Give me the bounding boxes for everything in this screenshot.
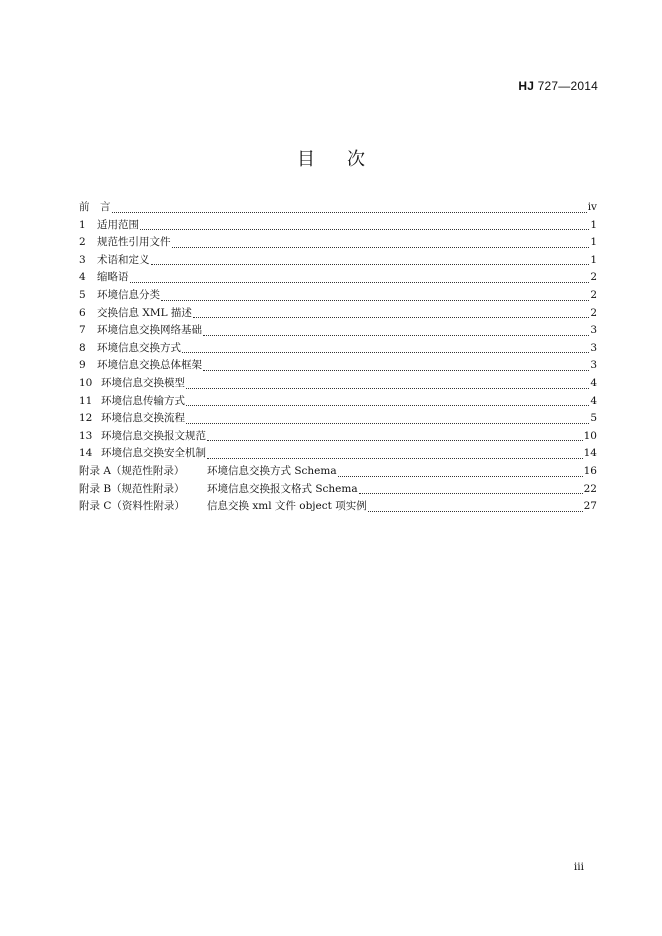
toc-page-number: 4 xyxy=(590,394,597,407)
toc-section-number: 14 xyxy=(79,447,93,460)
toc-dot-leader xyxy=(359,492,583,494)
toc-dot-leader xyxy=(338,475,583,477)
standard-number: 727—2014 xyxy=(534,79,598,93)
toc-dot-leader xyxy=(182,351,589,353)
toc-dot-leader xyxy=(203,369,589,371)
toc-label: 环境信息交换流程 xyxy=(101,412,185,425)
toc-page-number: 5 xyxy=(590,412,597,425)
toc-section-number: 11 xyxy=(79,394,93,407)
toc-entry-7[interactable] xyxy=(79,322,597,340)
toc-dot-leader xyxy=(112,211,587,213)
toc-page-number: 2 xyxy=(590,288,597,301)
toc-dot-leader xyxy=(207,439,583,441)
toc-dot-leader xyxy=(193,316,589,318)
toc-page-number: 10 xyxy=(583,429,597,442)
toc-entry-5[interactable] xyxy=(79,287,597,305)
toc-entry-appendix-c[interactable] xyxy=(79,498,597,516)
toc-dot-leader xyxy=(203,334,589,336)
toc-page-number: iv xyxy=(587,201,597,213)
toc-section-number: 3 xyxy=(79,253,86,266)
toc-entry-10[interactable] xyxy=(79,375,597,393)
toc-section-number: 10 xyxy=(79,376,93,389)
toc-appendix-label: 附录 C（资料性附录） xyxy=(79,500,185,513)
toc-label: 术语和定义 xyxy=(97,253,150,266)
toc-label: 环境信息交换报文格式 Schema xyxy=(207,482,358,495)
toc-dot-leader xyxy=(186,404,589,406)
toc-entry-6[interactable] xyxy=(79,305,597,323)
toc-label: 信息交换 xml 文件 object 项实例 xyxy=(207,500,367,513)
toc-appendix-label: 附录 A（规范性附录） xyxy=(79,464,185,477)
toc-label: 环境信息交换方式 xyxy=(97,341,181,354)
toc-dot-leader xyxy=(140,228,589,230)
toc-page-number: 2 xyxy=(590,306,597,319)
standard-code xyxy=(518,79,598,93)
toc-label: 环境信息交换总体框架 xyxy=(97,359,202,372)
toc-entry-foreword[interactable] xyxy=(79,199,597,217)
toc-entry-3[interactable] xyxy=(79,252,597,270)
toc-dot-leader xyxy=(161,299,589,301)
toc-label: 环境信息交换方式 Schema xyxy=(207,464,337,477)
toc-appendix-label: 附录 B（规范性附录） xyxy=(79,482,185,495)
toc-entry-4[interactable] xyxy=(79,269,597,287)
toc-entry-11[interactable] xyxy=(79,393,597,411)
toc-label: 适用范围 xyxy=(97,218,139,231)
toc-page-number: 22 xyxy=(583,482,597,495)
toc-entry-9[interactable] xyxy=(79,357,597,375)
toc-page-number: 14 xyxy=(583,447,597,460)
toc-entry-appendix-b[interactable] xyxy=(79,481,597,499)
toc-entry-2[interactable] xyxy=(79,234,597,252)
page-number: iii xyxy=(573,861,584,873)
toc-label: 环境信息分类 xyxy=(97,288,160,301)
toc-page-number: 3 xyxy=(590,359,597,372)
toc-label: 缩略语 xyxy=(97,271,129,284)
toc-section-number: 7 xyxy=(79,324,86,337)
toc-entry-14[interactable] xyxy=(79,445,597,463)
toc-page-number: 3 xyxy=(590,341,597,354)
toc-label: 环境信息交换安全机制 xyxy=(101,447,206,460)
toc-dot-leader xyxy=(186,387,589,389)
page-title: 目次 xyxy=(297,149,397,170)
toc-dot-leader xyxy=(130,281,590,283)
toc-entry-13[interactable] xyxy=(79,428,597,446)
toc-dot-leader xyxy=(207,457,583,459)
toc-dot-leader xyxy=(368,510,583,512)
toc-entry-appendix-a[interactable] xyxy=(79,463,597,481)
toc-section-number: 13 xyxy=(79,429,93,442)
toc-label: 前 言 xyxy=(79,201,111,213)
toc-label: 环境信息交换报文规范 xyxy=(101,429,206,442)
toc-page-number: 16 xyxy=(583,464,597,477)
toc-section-number: 5 xyxy=(79,288,86,301)
toc-section-number: 8 xyxy=(79,341,86,354)
toc-dot-leader xyxy=(172,246,590,248)
toc-label: 规范性引用文件 xyxy=(97,236,171,249)
toc-section-number: 9 xyxy=(79,359,86,372)
toc-section-number: 1 xyxy=(79,218,86,231)
toc-entry-8[interactable] xyxy=(79,340,597,358)
toc-section-number: 4 xyxy=(79,271,86,284)
toc-page-number: 1 xyxy=(590,253,597,266)
toc-dot-leader xyxy=(151,263,590,265)
toc-page-number: 2 xyxy=(590,271,597,284)
toc-section-number: 12 xyxy=(79,412,93,425)
toc-label: 环境信息传输方式 xyxy=(101,394,185,407)
toc-entry-12[interactable] xyxy=(79,410,597,428)
toc-page-number: 3 xyxy=(590,324,597,337)
toc-label: 环境信息交换模型 xyxy=(101,376,185,389)
toc-page-number: 27 xyxy=(583,500,597,513)
toc-label: 环境信息交换网络基础 xyxy=(97,324,202,337)
toc-page-number: 1 xyxy=(590,236,597,249)
toc-entry-1[interactable] xyxy=(79,217,597,235)
table-of-contents xyxy=(79,199,597,516)
toc-dot-leader xyxy=(186,422,589,424)
standard-prefix: HJ xyxy=(518,79,535,93)
toc-page-number: 1 xyxy=(590,218,597,231)
toc-section-number: 6 xyxy=(79,306,86,319)
toc-label: 交换信息 XML 描述 xyxy=(97,306,192,319)
toc-section-number: 2 xyxy=(79,236,86,249)
toc-page-number: 4 xyxy=(590,376,597,389)
